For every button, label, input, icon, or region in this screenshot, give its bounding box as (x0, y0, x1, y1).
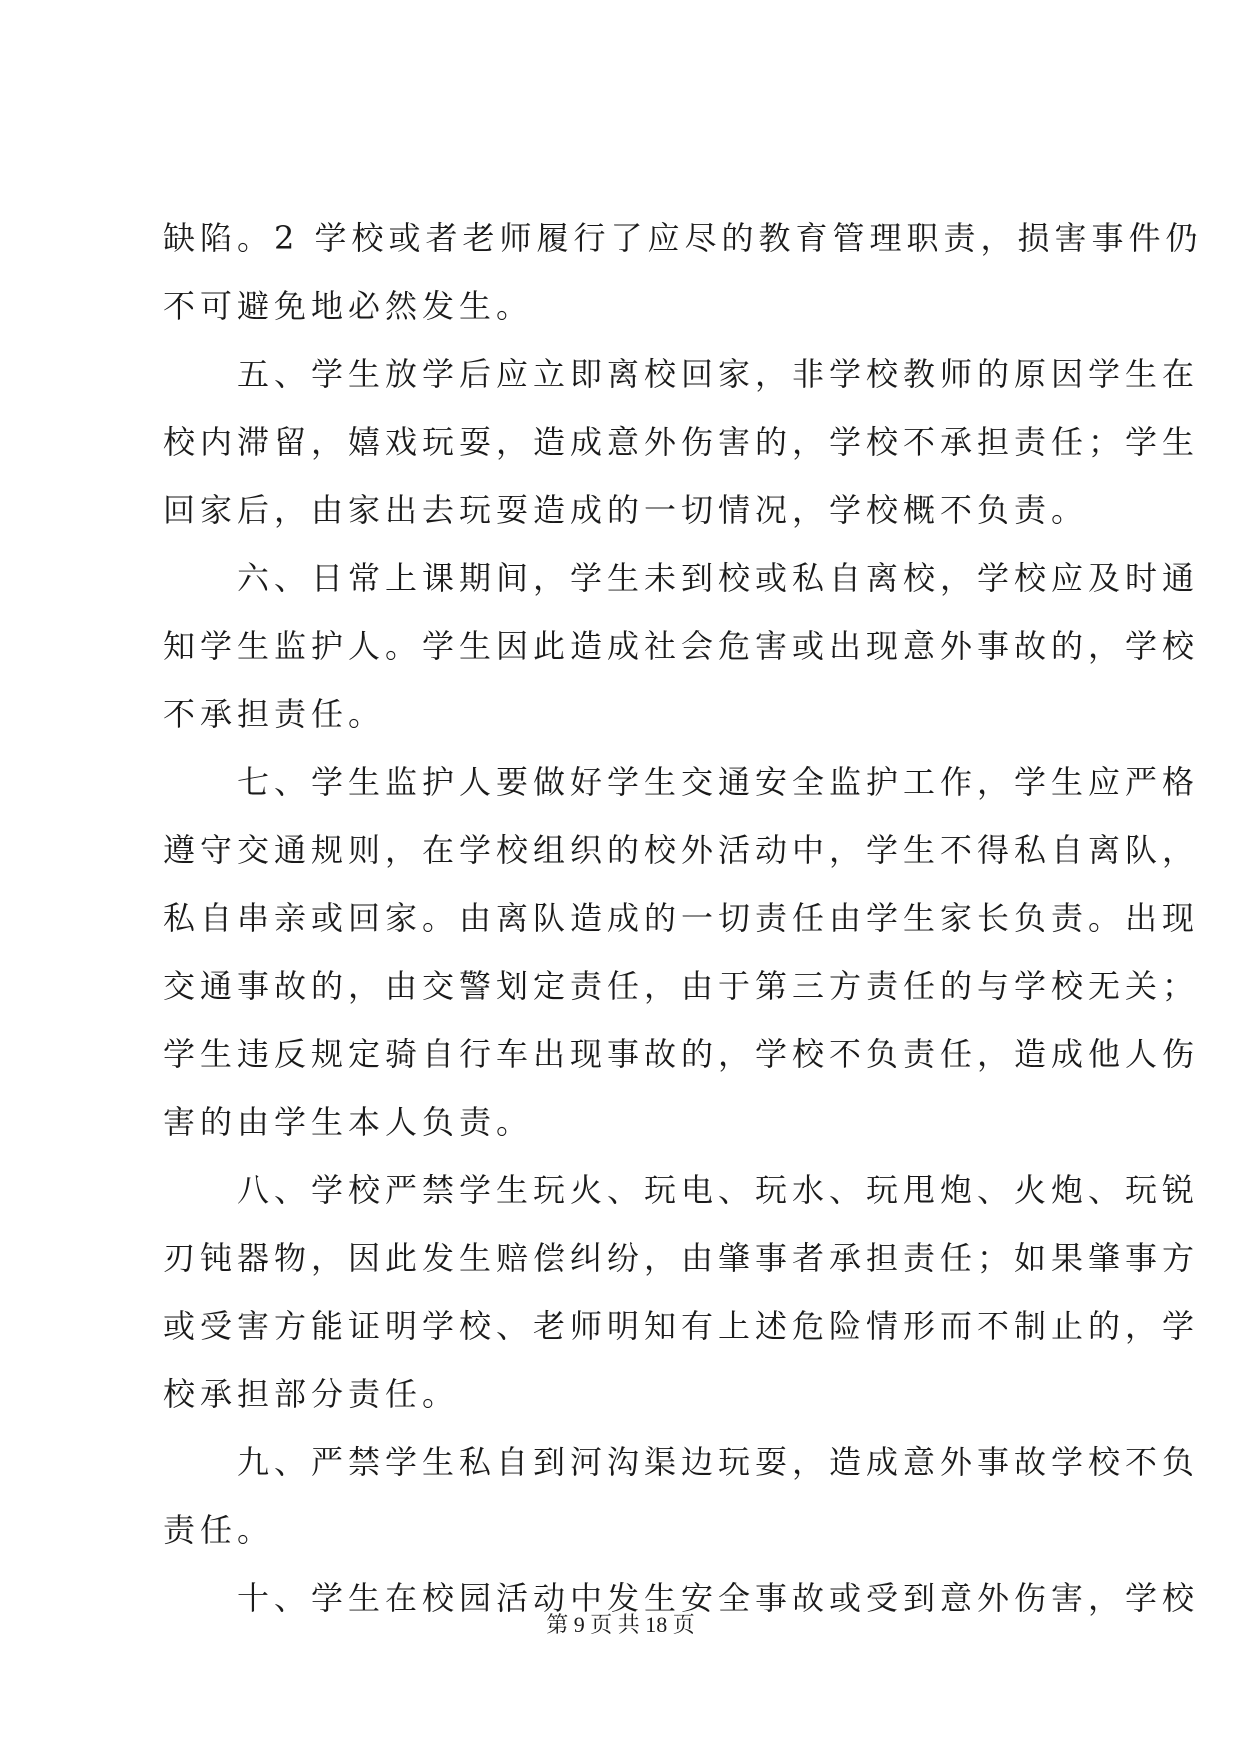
text-line: 六、日常上课期间，学生未到校或私自离校，学校应及时通 (163, 559, 1200, 597)
text-line: 或受害方能证明学校、老师明知有上述危险情形而不制止的，学 (163, 1307, 1200, 1345)
text-line: 校内滞留，嬉戏玩耍，造成意外伤害的，学校不承担责任；学生 (163, 423, 1200, 461)
text-line: 九、严禁学生私自到河沟渠边玩耍，造成意外事故学校不负 (163, 1443, 1200, 1481)
text-line: 八、学校严禁学生玩火、玩电、玩水、玩甩炮、火炮、玩锐 (163, 1171, 1200, 1209)
text-line: 遵守交通规则，在学校组织的校外活动中，学生不得私自离队， (163, 831, 1200, 869)
text-line: 十、学生在校园活动中发生安全事故或受到意外伤害，学校 (163, 1579, 1200, 1617)
text-line: 私自串亲或回家。由离队造成的一切责任由学生家长负责。出现 (163, 899, 1200, 937)
text-line: 责任。 (163, 1511, 275, 1549)
text-line: 害的由学生本人负责。 (163, 1103, 534, 1141)
text-line: 七、学生监护人要做好学生交通安全监护工作，学生应严格 (163, 763, 1200, 801)
text-line: 学生违反规定骑自行车出现事故的，学校不负责任，造成他人伤 (163, 1035, 1200, 1073)
text-line: 不可避免地必然发生。 (163, 287, 534, 325)
text-line: 交通事故的，由交警划定责任，由于第三方责任的与学校无关； (163, 967, 1200, 1005)
page-number-footer: 第 9 页 共 18 页 (546, 1612, 695, 1637)
document-body (163, 204, 1203, 1632)
text-line: 五、学生放学后应立即离校回家，非学校教师的原因学生在 (163, 355, 1200, 393)
text-line: 刃钝器物，因此发生赔偿纠纷，由肇事者承担责任；如果肇事方 (163, 1239, 1200, 1277)
text-line: 校承担部分责任。 (163, 1375, 460, 1413)
text-line: 知学生监护人。学生因此造成社会危害或出现意外事故的，学校 (163, 627, 1200, 665)
text-line: 回家后，由家出去玩耍造成的一切情况，学校概不负责。 (163, 491, 1089, 529)
text-line: 不承担责任。 (163, 695, 386, 733)
text-line: 缺陷。2 学校或者老师履行了应尽的教育管理职责，损害事件仍 (163, 219, 1203, 257)
